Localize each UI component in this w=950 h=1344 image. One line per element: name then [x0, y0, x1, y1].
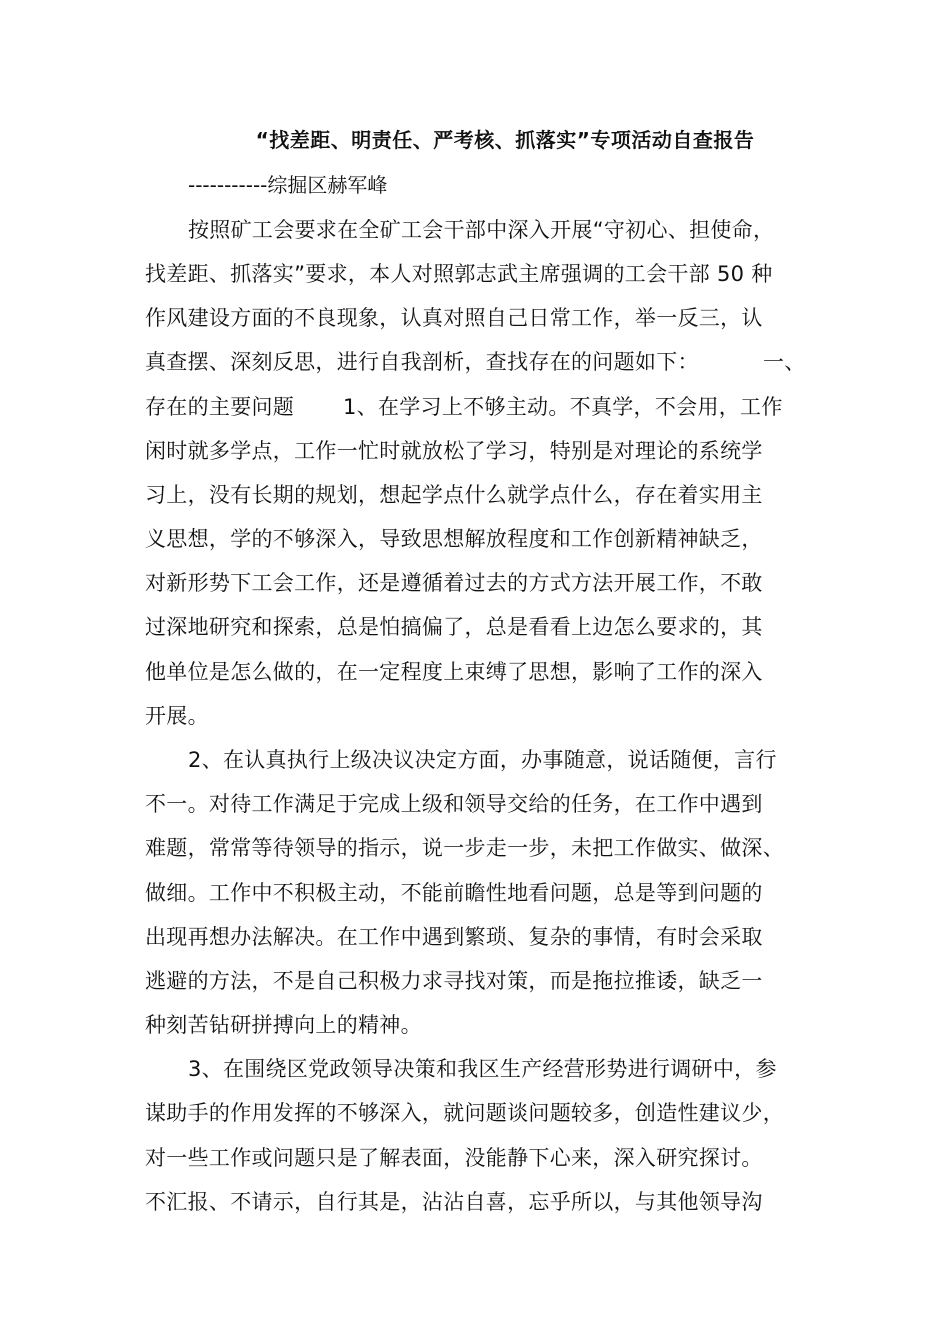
- document-title: “找差距、明责任、严考核、抓落实”专项活动自查报告: [255, 128, 755, 152]
- paragraph-line: 难题，常常等待领导的指示，说一步走一步，未把工作做实、做深、: [145, 836, 784, 860]
- paragraph-line: 找差距、抓落实”要求，本人对照郭志武主席强调的工会干部 50 种: [145, 262, 773, 286]
- section-heading-number: 一、: [763, 350, 806, 374]
- paragraph-line: 逃避的方法，不是自己积极力求寻找对策，而是拖拉推诿，缺乏一: [145, 969, 763, 993]
- paragraph-line: 1、在学习上不够主动。不真学，不会用，工作: [343, 395, 783, 419]
- paragraph-line: 习上，没有长期的规划，想起学点什么就学点什么，存在着实用主: [145, 483, 763, 507]
- paragraph-line: 按照矿工会要求在全矿工会干部中深入开展“守初心、担使命，: [188, 218, 775, 242]
- paragraph-line: 出现再想办法解决。在工作中遇到繁琐、复杂的事情，有时会采取: [145, 925, 763, 949]
- paragraph-line: 不一。对待工作满足于完成上级和领导交给的任务，在工作中遇到: [145, 792, 763, 816]
- paragraph-line: 义思想，学的不够深入，导致思想解放程度和工作创新精神缺乏，: [145, 527, 763, 551]
- paragraph-line: 谋助手的作用发挥的不够深入，就问题谈问题较多，创造性建议少，: [145, 1101, 784, 1125]
- paragraph-line: 真查摆、深刻反思，进行自我剖析，查找存在的问题如下：: [145, 350, 699, 374]
- document-author: -----------综掘区赫军峰: [188, 173, 388, 197]
- section-heading: 存在的主要问题: [145, 395, 295, 419]
- paragraph-line: 2、在认真执行上级决议决定方面，办事随意，说话随便，言行: [188, 748, 777, 772]
- paragraph-line: 做细。工作中不积极主动，不能前瞻性地看问题，总是等到问题的: [145, 881, 763, 905]
- paragraph-line: 过深地研究和探索，总是怕搞偏了，总是看看上边怎么要求的，其: [145, 615, 763, 639]
- paragraph-line: 对新形势下工会工作，还是遵循着过去的方式方法开展工作，不敢: [145, 571, 763, 595]
- paragraph-line: 作风建设方面的不良现象，认真对照自己日常工作，举一反三，认: [145, 306, 763, 330]
- paragraph-line: 对一些工作或问题只是了解表面，没能静下心来，深入研究探讨。: [145, 1146, 763, 1170]
- paragraph-line: 开展。: [145, 704, 209, 728]
- paragraph-line: 他单位是怎么做的，在一定程度上束缚了思想，影响了工作的深入: [145, 660, 763, 684]
- paragraph-line: 种刻苦钻研拼搏向上的精神。: [145, 1013, 422, 1037]
- paragraph-line: 不汇报、不请示，自行其是，沾沾自喜，忘乎所以，与其他领导沟: [145, 1190, 763, 1214]
- paragraph-line: 3、在围绕区党政领导决策和我区生产经营形势进行调研中，参: [188, 1057, 777, 1081]
- paragraph-line: 闲时就多学点，工作一忙时就放松了学习，特别是对理论的系统学: [145, 439, 763, 463]
